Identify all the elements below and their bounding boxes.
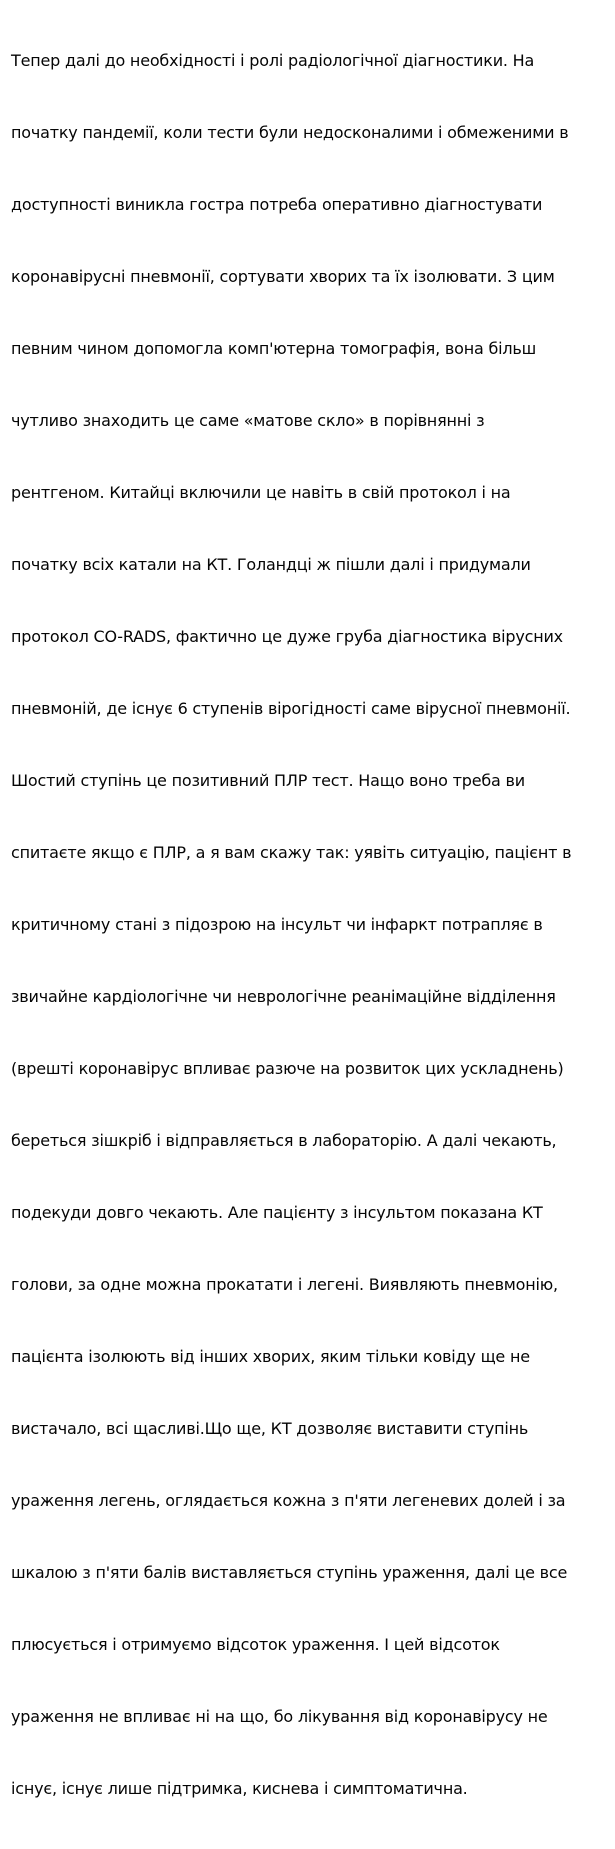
post-line: коронавірусні пневмонії, сортувати хворих та їх ізолювати. З цим — [11, 267, 555, 286]
post-line: (врешті коронавірус впливає разюче на розвиток цих ускладнень) — [11, 1059, 564, 1078]
post-line: рентгеном. Китайці включили це навіть в свій протокол і на — [11, 483, 511, 502]
post-text — [11, 1, 615, 1849]
post-line: протокол CO-RADS, фактично це дуже груба діагностика вірусних — [11, 627, 563, 646]
post-line: критичному стані з підозрою на інсульт чи інфаркт потрапляє в — [11, 915, 543, 934]
post-line: певним чином допомогла комп'ютерна томографія, вона більш — [11, 339, 537, 358]
post-line: початку пандемії, коли тести були недосконалими і обмеженими в — [11, 123, 569, 142]
post-line: спитаєте якщо є ПЛР, а я вам скажу так: уявіть ситуацію, пацієнт в — [11, 843, 572, 862]
post-line: існує, існує лише підтримка, киснева і симптоматична. — [11, 1779, 468, 1798]
post-line: звичайне кардіологічне чи неврологічне реанімаційне відділення — [11, 987, 556, 1006]
post-line: вистачало, всі щасливі.Що ще, КТ дозволяє виставити ступінь — [11, 1419, 529, 1438]
post-line: береться зішкріб і відправляється в лабораторію. А далі чекають, — [11, 1131, 557, 1150]
post-line: шкалою з п'яти балів виставляється ступінь ураження, далі це все — [11, 1563, 568, 1582]
post-line: ураження легень, оглядається кожна з п'яти легеневих долей і за — [11, 1491, 566, 1510]
post-line: доступності виникла гостра потреба оперативно діагностувати — [11, 195, 543, 214]
post-line: ураження не впливає ні на що, бо лікування від коронавірусу не — [11, 1707, 548, 1726]
post-line: плюсується і отримуємо відсоток ураження. І цей відсоток — [11, 1635, 500, 1654]
post-line: Шостий ступінь це позитивний ПЛР тест. Нащо воно треба ви — [11, 771, 525, 790]
post-line: подекуди довго чекають. Але пацієнту з інсультом показана КТ — [11, 1203, 543, 1222]
post-line: Тепер далі до необхідності і ролі радіологічної діагностики. На — [11, 51, 535, 70]
post-line: голови, за одне можна прокатати і легені. Виявляють пневмонію, — [11, 1275, 558, 1294]
post-line: пневмоній, де існує 6 ступенів вірогідності саме вірусної пневмонії. — [11, 699, 571, 718]
post-line: початку всіх катали на КТ. Голандці ж пішли далі і придумали — [11, 555, 531, 574]
post-line: пацієнта ізолюють від інших хворих, яким тільки ковіду ще не — [11, 1347, 530, 1366]
post-line: чутливо знаходить це саме «матове скло» в порівнянні з — [11, 411, 485, 430]
